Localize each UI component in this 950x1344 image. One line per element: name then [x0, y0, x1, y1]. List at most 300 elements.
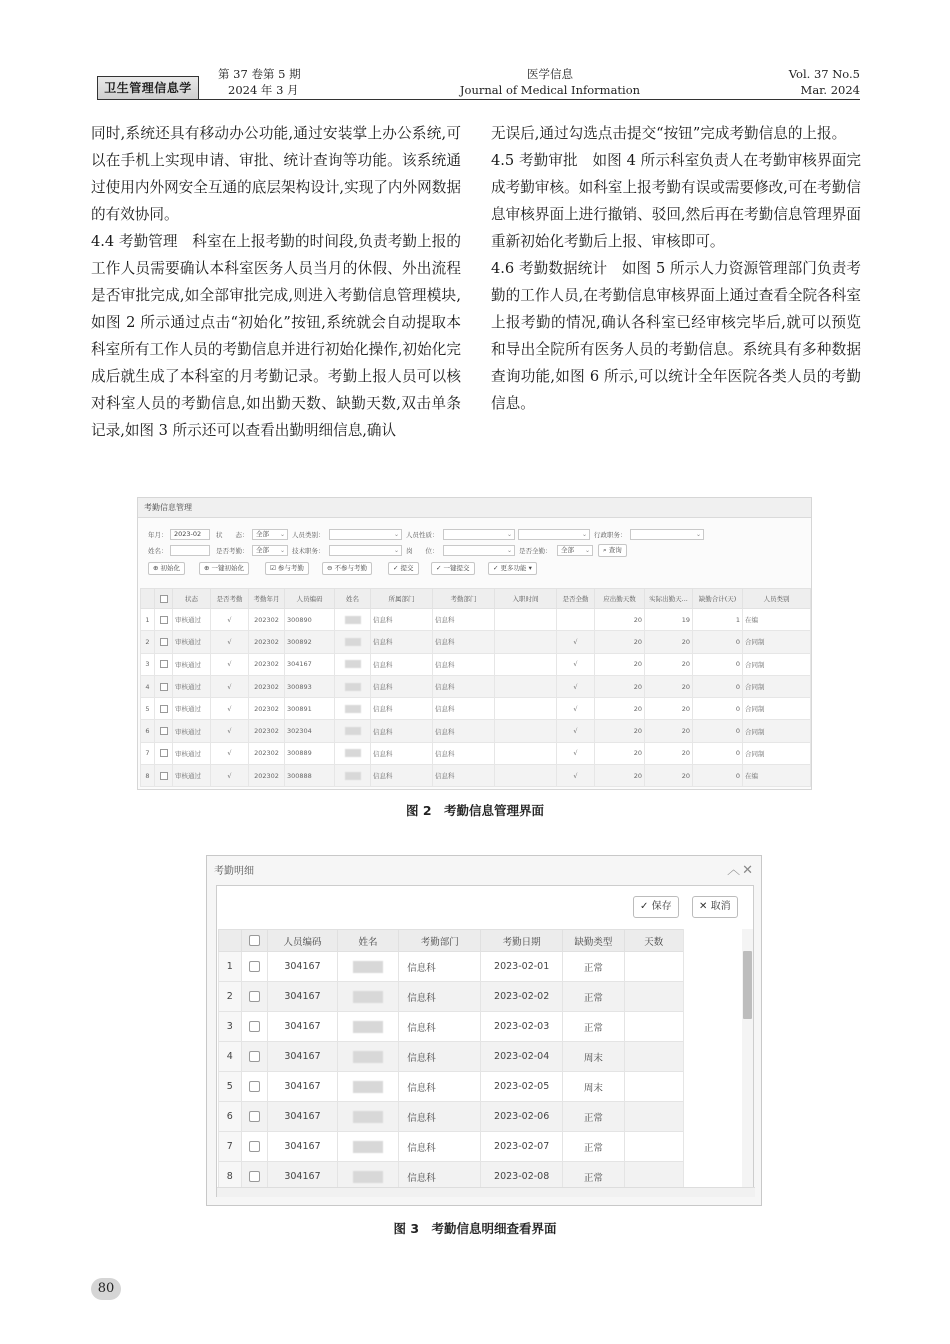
redacted-name: [353, 1171, 383, 1183]
absent-cell: 0: [693, 631, 743, 653]
days-cell: [624, 1012, 683, 1042]
check-icon: ✓: [640, 901, 649, 912]
table-row[interactable]: [141, 765, 811, 787]
type-cell: 合同制: [743, 698, 811, 720]
checkbox: [249, 1171, 260, 1182]
attend-dept-cell: 信息科: [399, 1072, 481, 1102]
absence-type-cell: 正常: [563, 982, 624, 1012]
name-cell: [335, 720, 371, 742]
year-month-cell: 202302: [249, 742, 285, 764]
save-button[interactable]: ✓ 保存: [633, 896, 679, 918]
col-days: 天数: [624, 930, 683, 952]
absence-type-cell: 周末: [563, 1072, 624, 1102]
row-checkbox[interactable]: [241, 1102, 268, 1132]
admin-post-select[interactable]: [630, 529, 704, 540]
type-cell: 在编: [743, 765, 811, 787]
table-row[interactable]: [219, 1072, 684, 1102]
absence-type-cell: 正常: [563, 1012, 624, 1042]
due-days-cell: 20: [595, 765, 645, 787]
attend-dept-cell: 信息科: [399, 1132, 481, 1162]
plus-circle-icon: ⊕: [204, 564, 210, 572]
due-days-cell: 20: [595, 631, 645, 653]
header-rule: [199, 99, 860, 100]
name-cell: [337, 1132, 398, 1162]
dept-cell: 信息科: [371, 765, 433, 787]
row-checkbox[interactable]: [155, 653, 173, 675]
row-checkbox[interactable]: [155, 698, 173, 720]
chevron-down-icon: ⌄: [581, 531, 587, 538]
due-days-cell: 20: [595, 742, 645, 764]
full-attend-cell: [557, 609, 595, 631]
status-cell: 审核通过: [173, 698, 211, 720]
select-all-checkbox: [160, 595, 168, 603]
row-index: 8: [219, 1162, 242, 1192]
full-attend-cell: √: [557, 653, 595, 675]
attend-cell: √: [211, 653, 249, 675]
table-row[interactable]: [219, 952, 684, 982]
attend-dept-cell: 信息科: [433, 698, 495, 720]
table-row[interactable]: [219, 1102, 684, 1132]
redacted-name: [353, 961, 383, 973]
attend-dept-cell: 信息科: [433, 653, 495, 675]
row-checkbox[interactable]: [155, 720, 173, 742]
paragraph: 无误后,通过勾选点击提交“按钮”完成考勤信息的上报。: [491, 125, 847, 142]
type-cell: 合同制: [743, 720, 811, 742]
absent-cell: 0: [693, 675, 743, 697]
volume-cn: 第 37 卷第 5 期: [218, 67, 301, 81]
post-select[interactable]: [443, 545, 515, 556]
volume-en: Vol. 37 No.5: [788, 67, 860, 81]
attend-date-cell: 2023-02-03: [481, 1012, 563, 1042]
redacted-name: [345, 660, 361, 668]
attend-dept-cell: 信息科: [433, 631, 495, 653]
is-attend-select[interactable]: 全部 ⌄: [252, 545, 288, 556]
attend-dept-cell: 信息科: [399, 952, 481, 982]
name-cell: [335, 609, 371, 631]
row-checkbox[interactable]: [241, 982, 268, 1012]
tech-post-select[interactable]: [329, 545, 402, 556]
code-cell: 300892: [285, 631, 335, 653]
table-row[interactable]: [219, 1012, 684, 1042]
code-cell: 302304: [285, 720, 335, 742]
plus-circle-icon: ⊕: [153, 564, 159, 572]
col-absent-total: 缺勤合计(天): [693, 589, 743, 609]
status-select[interactable]: 全部 ⌄: [252, 529, 288, 540]
row-index: 2: [141, 631, 155, 653]
code-cell: 300891: [285, 698, 335, 720]
code-cell: 300888: [285, 765, 335, 787]
dept-cell: 信息科: [371, 742, 433, 764]
table-row[interactable]: [141, 675, 811, 697]
row-index: 2: [219, 982, 242, 1012]
header-center: [450, 66, 650, 98]
row-checkbox[interactable]: [241, 1042, 268, 1072]
detail-panel: [216, 885, 754, 1197]
actual-days-cell: 19: [645, 609, 693, 631]
days-cell: [624, 1072, 683, 1102]
checkbox: [249, 961, 260, 972]
col-is-attend: 是否考勤: [211, 589, 249, 609]
absent-cell: 1: [693, 609, 743, 631]
hire-date-cell: [495, 765, 557, 787]
name-label: 姓名：: [148, 547, 168, 555]
table-row[interactable]: [219, 1132, 684, 1162]
chevron-down-icon: ⌄: [584, 547, 590, 554]
paragraph-4-5: 4.5 考勤审批 如图 4 所示科室负责人在考勤审核界面完成考勤审核。如科室上报考勤有误或需要修改,可在考勤信息审核界面上进行撤销、驳回,然后再在考勤信息管理界面重新初始化考勤后上报、审核即可。: [491, 152, 861, 250]
dept-cell: 信息科: [371, 675, 433, 697]
status-cell: 审核通过: [173, 765, 211, 787]
chevron-down-icon: ⌄: [393, 547, 399, 554]
code-cell: 304167: [268, 952, 338, 982]
attend-date-cell: 2023-02-07: [481, 1132, 563, 1162]
year-month-cell: 202302: [249, 653, 285, 675]
days-cell: [624, 982, 683, 1012]
checkbox: [160, 772, 168, 780]
row-index: 5: [141, 698, 155, 720]
attend-dept-cell: 信息科: [399, 1042, 481, 1072]
days-cell: [624, 1042, 683, 1072]
attend-dept-cell: 信息科: [399, 1012, 481, 1042]
attendance-table: [140, 588, 811, 787]
full-attend-label: 是否全勤：: [519, 547, 552, 555]
days-cell: [624, 1102, 683, 1132]
col-person-type: 人员类别: [743, 589, 811, 609]
attend-dept-cell: 信息科: [433, 720, 495, 742]
checkbox: [249, 1081, 260, 1092]
type-cell: 合同制: [743, 742, 811, 764]
row-checkbox[interactable]: [155, 742, 173, 764]
days-cell: [624, 1132, 683, 1162]
checkbox: [249, 1141, 260, 1152]
actual-days-cell: 20: [645, 698, 693, 720]
name-cell: [337, 982, 398, 1012]
year-month-input[interactable]: 2023-02: [170, 529, 210, 540]
row-checkbox[interactable]: [241, 1072, 268, 1102]
year-month-label: 年月：: [148, 531, 168, 539]
date-cn: 2024 年 3 月: [228, 83, 299, 97]
absent-cell: 0: [693, 698, 743, 720]
page-number: 80: [91, 1278, 121, 1300]
redacted-name: [345, 727, 361, 735]
redacted-name: [353, 1051, 383, 1063]
one-click-init-button[interactable]: ⊕ 一键初始化: [199, 562, 249, 575]
paragraph-4-4: 4.4 考勤管理 科室在上报考勤的时间段,负责考勤上报的工作人员需要确认本科室医务人员当月的休假、外出流程是否审批完成,如全部审批完成,则进入考勤信息管理模块,如图 2 所示通过点击“初始化”按钮,系统就会自动提取本科室所有工作人员的考勤信息并进行初始化操作,初始化完成后就生成了本科室的月考勤记录。考勤上报人员可以核对科室人员的考勤信息,如出勤天数、缺勤天数,双击单条记录,如图 3 所示还可以查看出勤明细信息,确认: [91, 233, 461, 439]
attend-dept-cell: 信息科: [433, 609, 495, 631]
name-cell: [335, 631, 371, 653]
check-icon: ✓: [436, 564, 442, 572]
col-status: 状态: [173, 589, 211, 609]
person-nature-select-2[interactable]: [518, 529, 590, 540]
attend-date-cell: 2023-02-06: [481, 1102, 563, 1132]
row-index: 4: [219, 1042, 242, 1072]
col-select[interactable]: [241, 930, 268, 952]
days-cell: [624, 952, 683, 982]
attend-dept-cell: 信息科: [433, 765, 495, 787]
absent-cell: 0: [693, 653, 743, 675]
attend-cell: √: [211, 609, 249, 631]
col-attend-date: 考勤日期: [481, 930, 563, 952]
window-controls-icon[interactable]: ︿✕: [727, 863, 755, 878]
attend-date-cell: 2023-02-04: [481, 1042, 563, 1072]
col-attend-dept: 考勤部门: [399, 930, 481, 952]
row-checkbox[interactable]: [155, 631, 173, 653]
redacted-name: [345, 749, 361, 757]
col-full-attend: 是否全勤: [557, 589, 595, 609]
figure-2-caption: 图 2 考勤信息管理界面: [405, 803, 545, 818]
actual-days-cell: 20: [645, 765, 693, 787]
figure-3-attendance-detail: [206, 855, 762, 1206]
name-cell: [335, 742, 371, 764]
actual-days-cell: 20: [645, 631, 693, 653]
absence-type-cell: 正常: [563, 1102, 624, 1132]
absent-cell: 0: [693, 742, 743, 764]
year-month-cell: 202302: [249, 698, 285, 720]
attend-cell: √: [211, 675, 249, 697]
redacted-name: [353, 1081, 383, 1093]
full-attend-cell: √: [557, 631, 595, 653]
chevron-down-icon: ⌄: [695, 531, 701, 538]
dept-cell: 信息科: [371, 609, 433, 631]
type-cell: 合同制: [743, 675, 811, 697]
table-row[interactable]: [141, 653, 811, 675]
table-scroll-area: [683, 929, 753, 1197]
col-select[interactable]: [155, 589, 173, 609]
hire-date-cell: [495, 675, 557, 697]
full-attend-select[interactable]: 全部 ⌄: [557, 545, 593, 556]
select-all-checkbox: [249, 935, 260, 946]
redacted-name: [353, 991, 383, 1003]
row-index: 7: [141, 742, 155, 764]
post-label: 岗 位：: [406, 547, 439, 555]
attend-date-cell: 2023-02-08: [481, 1162, 563, 1192]
detail-table: [218, 929, 684, 1192]
row-checkbox[interactable]: [241, 1012, 268, 1042]
due-days-cell: 20: [595, 675, 645, 697]
row-checkbox[interactable]: [155, 675, 173, 697]
absence-type-cell: 正常: [563, 1162, 624, 1192]
dept-cell: 信息科: [371, 653, 433, 675]
journal-en: Journal of Medical Information: [459, 83, 641, 97]
window-title: 考勤明细: [214, 866, 254, 877]
actual-days-cell: 20: [645, 720, 693, 742]
absence-type-cell: 正常: [563, 1132, 624, 1162]
checkbox: [249, 1021, 260, 1032]
actual-days-cell: 20: [645, 742, 693, 764]
horizontal-scrollbar[interactable]: [217, 1187, 755, 1197]
full-attend-cell: √: [557, 675, 595, 697]
chevron-down-icon: ⌄: [506, 547, 512, 554]
col-code: 人员编码: [268, 930, 338, 952]
checkbox: [249, 1051, 260, 1062]
hire-date-cell: [495, 698, 557, 720]
status-cell: 审核通过: [173, 631, 211, 653]
table-row[interactable]: [141, 631, 811, 653]
row-checkbox[interactable]: [241, 1132, 268, 1162]
date-en: Mar. 2024: [800, 83, 860, 97]
redacted-name: [353, 1111, 383, 1123]
redacted-name: [353, 1141, 383, 1153]
attend-dept-cell: 信息科: [399, 1162, 481, 1192]
dept-cell: 信息科: [371, 720, 433, 742]
more-functions-button[interactable]: ✓ 更多功能 ▾: [488, 562, 537, 575]
col-name: 姓名: [335, 589, 371, 609]
row-index: 6: [219, 1102, 242, 1132]
row-checkbox[interactable]: [241, 952, 268, 982]
section-tag: 卫生管理信息学: [97, 76, 199, 100]
name-cell: [337, 1012, 398, 1042]
chevron-down-icon: ⌄: [279, 547, 285, 554]
person-type-label: 人员类别：: [292, 531, 325, 539]
name-cell: [335, 698, 371, 720]
dept-cell: 信息科: [371, 631, 433, 653]
name-cell: [337, 952, 398, 982]
check-icon: ✓: [393, 564, 399, 572]
header-left: [218, 66, 301, 98]
hire-date-cell: [495, 720, 557, 742]
journal-cn: 医学信息: [527, 67, 573, 81]
cancel-button[interactable]: ✕ 取消: [692, 896, 738, 918]
col-hire-date: 入职时间: [495, 589, 557, 609]
attend-date-cell: 2023-02-01: [481, 952, 563, 982]
full-attend-cell: √: [557, 720, 595, 742]
full-attend-cell: √: [557, 742, 595, 764]
year-month-cell: 202302: [249, 631, 285, 653]
type-cell: 合同制: [743, 631, 811, 653]
figure-2-attendance-management: [137, 497, 812, 790]
attend-dept-cell: 信息科: [433, 742, 495, 764]
attend-date-cell: 2023-02-02: [481, 982, 563, 1012]
col-year-month: 考勤年月: [249, 589, 285, 609]
hire-date-cell: [495, 653, 557, 675]
row-index: 1: [141, 609, 155, 631]
table-row[interactable]: [141, 720, 811, 742]
caret-down-icon: ▾: [528, 564, 532, 572]
table-header-row: [141, 589, 811, 609]
query-button[interactable]: ⌕ 查询: [598, 544, 627, 557]
code-cell: 304167: [268, 1012, 338, 1042]
status-label: 状 态：: [216, 531, 249, 539]
checkbox: [160, 616, 168, 624]
col-actual-days: 实际出勤天...: [645, 589, 693, 609]
type-cell: 合同制: [743, 653, 811, 675]
col-code: 人员编码: [285, 589, 335, 609]
status-cell: 审核通过: [173, 720, 211, 742]
attend-dept-cell: 信息科: [399, 982, 481, 1012]
code-cell: 304167: [268, 1162, 338, 1192]
admin-post-label: 行政职务：: [594, 531, 627, 539]
redacted-name: [345, 705, 361, 713]
code-cell: 300890: [285, 609, 335, 631]
absence-type-cell: 正常: [563, 952, 624, 982]
absence-type-cell: 周末: [563, 1042, 624, 1072]
actual-days-cell: 20: [645, 675, 693, 697]
redacted-name: [345, 683, 361, 691]
table-row[interactable]: [219, 1042, 684, 1072]
submit-button[interactable]: ✓ 提交: [388, 562, 419, 575]
name-cell: [337, 1072, 398, 1102]
init-button[interactable]: ⊕ 初始化: [148, 562, 185, 575]
checkbox: [249, 991, 260, 1002]
absent-cell: 0: [693, 765, 743, 787]
chevron-down-icon: ⌄: [506, 531, 512, 538]
paragraph: 同时,系统还具有移动办公功能,通过安装掌上办公系统,可以在手机上实现申请、审批、统计查询等功能。该系统通过使用内外网安全互通的底层架构设计,实现了内外网数据的有效协同。: [91, 125, 461, 223]
checkbox: [160, 683, 168, 691]
attend-dept-cell: 信息科: [433, 675, 495, 697]
person-type-select[interactable]: [329, 529, 402, 540]
tech-post-label: 技术职务：: [292, 547, 325, 555]
attend-cell: √: [211, 742, 249, 764]
table-row[interactable]: [141, 609, 811, 631]
checkbox: [160, 638, 168, 646]
name-cell: [335, 653, 371, 675]
due-days-cell: 20: [595, 653, 645, 675]
attend-date-cell: 2023-02-05: [481, 1072, 563, 1102]
paragraph-4-6: 4.6 考勤数据统计 如图 5 所示人力资源管理部门负责考勤的工作人员,在考勤信息审核界面上通过查看全院各科室上报考勤的情况,确认各科室已经审核完毕后,就可以预览和导出全院所有医务人员的考勤信息。系统具有多种数据查询功能,如图 6 所示,可以统计全年医院各类人员的考勤信息。: [491, 260, 861, 412]
person-nature-select[interactable]: [443, 529, 515, 540]
table-row[interactable]: [141, 698, 811, 720]
checkbox: [249, 1111, 260, 1122]
col-index: [141, 589, 155, 609]
row-checkbox[interactable]: [155, 609, 173, 631]
exclude-attendance-button[interactable]: ⊖ 不参与考勤: [322, 562, 372, 575]
col-attend-dept: 考勤部门: [433, 589, 495, 609]
status-cell: 审核通过: [173, 675, 211, 697]
actual-days-cell: 20: [645, 653, 693, 675]
row-index: 6: [141, 720, 155, 742]
dept-cell: 信息科: [371, 698, 433, 720]
year-month-cell: 202302: [249, 765, 285, 787]
checkbox: [160, 705, 168, 713]
absent-cell: 0: [693, 720, 743, 742]
search-icon: ⌕: [603, 546, 607, 554]
checkbox: [160, 749, 168, 757]
edit-icon: ☑: [270, 564, 276, 572]
row-index: 8: [141, 765, 155, 787]
table-header-row: [219, 930, 684, 952]
check-icon: ✓: [493, 564, 499, 572]
due-days-cell: 20: [595, 698, 645, 720]
year-month-cell: 202302: [249, 720, 285, 742]
code-cell: 304167: [268, 1132, 338, 1162]
name-input[interactable]: [170, 545, 210, 556]
join-attendance-button[interactable]: ☑ 参与考勤: [265, 562, 309, 575]
code-cell: 304167: [268, 1072, 338, 1102]
close-icon: ✕: [699, 901, 708, 912]
due-days-cell: 20: [595, 720, 645, 742]
one-click-submit-button[interactable]: ✓ 一键提交: [431, 562, 475, 575]
scrollbar-thumb[interactable]: [743, 951, 752, 1019]
row-index: 1: [219, 952, 242, 982]
chevron-down-icon: ⌄: [279, 531, 285, 538]
code-cell: 304167: [268, 1042, 338, 1072]
table-row[interactable]: [219, 982, 684, 1012]
is-attend-label: 是否考勤：: [216, 547, 249, 555]
code-cell: 300893: [285, 675, 335, 697]
checkbox: [160, 727, 168, 735]
table-row[interactable]: [141, 742, 811, 764]
row-checkbox[interactable]: [155, 765, 173, 787]
name-cell: [335, 675, 371, 697]
redacted-name: [345, 616, 361, 624]
code-cell: 300889: [285, 742, 335, 764]
redacted-name: [353, 1021, 383, 1033]
row-index: 3: [219, 1012, 242, 1042]
name-cell: [337, 1102, 398, 1132]
col-absence-type: 缺勤类型: [563, 930, 624, 952]
due-days-cell: 20: [595, 609, 645, 631]
status-cell: 审核通过: [173, 653, 211, 675]
hire-date-cell: [495, 742, 557, 764]
